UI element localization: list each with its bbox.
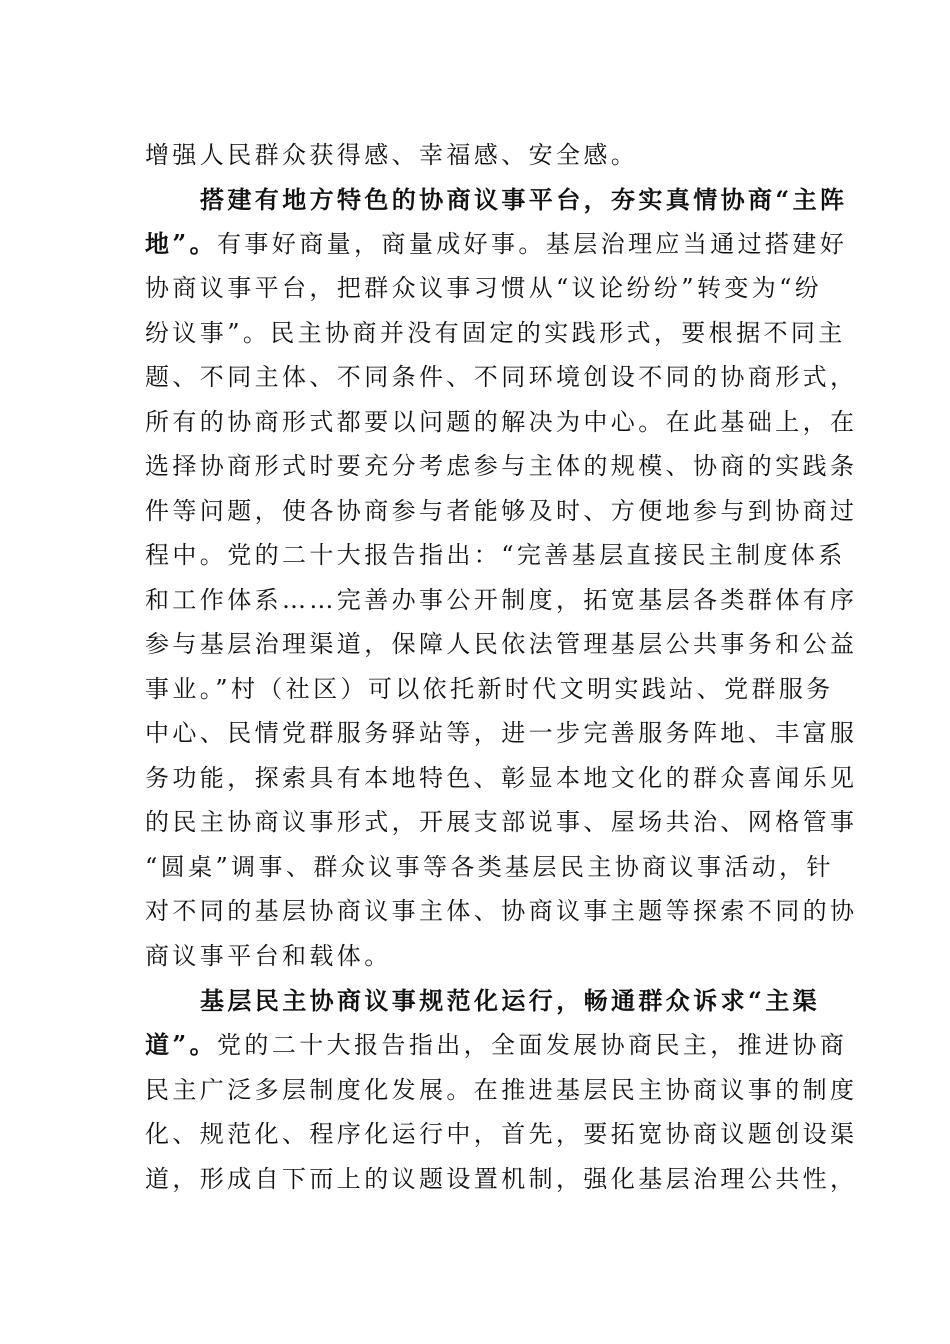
text-line [145, 1030, 848, 1060]
bold-heading: 搭建有地方特色的协商议事平台，夯实真情协商“主阵 [200, 185, 848, 214]
text-line: 所有的协商形式都要以问题的解决为中心。在此基础上，在 [145, 408, 858, 436]
section-heading-line [200, 986, 821, 1016]
text-line: “圆桌”调事、群众议事等各类基层民主协商议事活动，针 [145, 853, 834, 881]
text-line: 件等问题，使各协商参与者能够及时、方便地参与到协商过 [145, 497, 858, 525]
body-text: 党的二十大报告指出，全面发展协商民主，推进协商 [217, 1031, 848, 1059]
bold-heading: 基层民主协商议事规范化运行，畅通群众诉求“主渠 [200, 986, 821, 1015]
text-line: 商议事平台和载体。 [145, 942, 392, 970]
body-text: 有事好商量，商量成好事。基层治理应当通过搭建好 [217, 230, 848, 258]
text-line: 化、规范化、程序化运行中，首先，要拓宽协商议题创设渠 [145, 1120, 858, 1148]
section-heading-line [200, 185, 848, 215]
text-line: 程中。党的二十大报告指出：“完善基层直接民主制度体系 [145, 541, 846, 569]
text-line: 参与基层治理渠道，保障人民依法管理基层公共事务和公益 [145, 630, 858, 658]
text-line: 纷议事”。民主协商并没有固定的实践形式，要根据不同主 [145, 319, 846, 347]
text-line: 道，形成自下而上的议题设置机制，强化基层治理公共性， [145, 1165, 858, 1193]
text-line: 事业。”村（社区）可以依托新时代文明实践站、党群服务 [145, 675, 834, 703]
text-line: 民主广泛多层制度化发展。在推进基层民主协商议事的制度 [145, 1076, 858, 1104]
text-line: 选择协商形式时要充分考虑参与主体的规模、协商的实践条 [145, 452, 858, 480]
text-line: 题、不同主体、不同条件、不同环境创设不同的协商形式， [145, 363, 858, 391]
text-line: 协商议事平台，把群众议事习惯从“议论纷纷”转变为“纷 [145, 274, 823, 302]
text-line: 务功能，探索具有本地特色、彰显本地文化的群众喜闻乐见 [145, 764, 858, 792]
text-line: 增强人民群众获得感、幸福感、安全感。 [145, 141, 639, 169]
text-line: 中心、民情党群服务驿站等，进一步完善服务阵地、丰富服 [145, 719, 858, 747]
text-line [145, 229, 848, 259]
text-line: 的民主协商议事形式，开展支部说事、屋场共治、网格管事 [145, 808, 858, 836]
bold-heading: 地”。 [145, 229, 218, 258]
text-line: 对不同的基层协商议事主体、协商议事主题等探索不同的协 [145, 897, 858, 925]
text-line: 和工作体系……完善办事公开制度，拓宽基层各类群体有序 [145, 586, 858, 614]
bold-heading: 道”。 [145, 1030, 218, 1059]
